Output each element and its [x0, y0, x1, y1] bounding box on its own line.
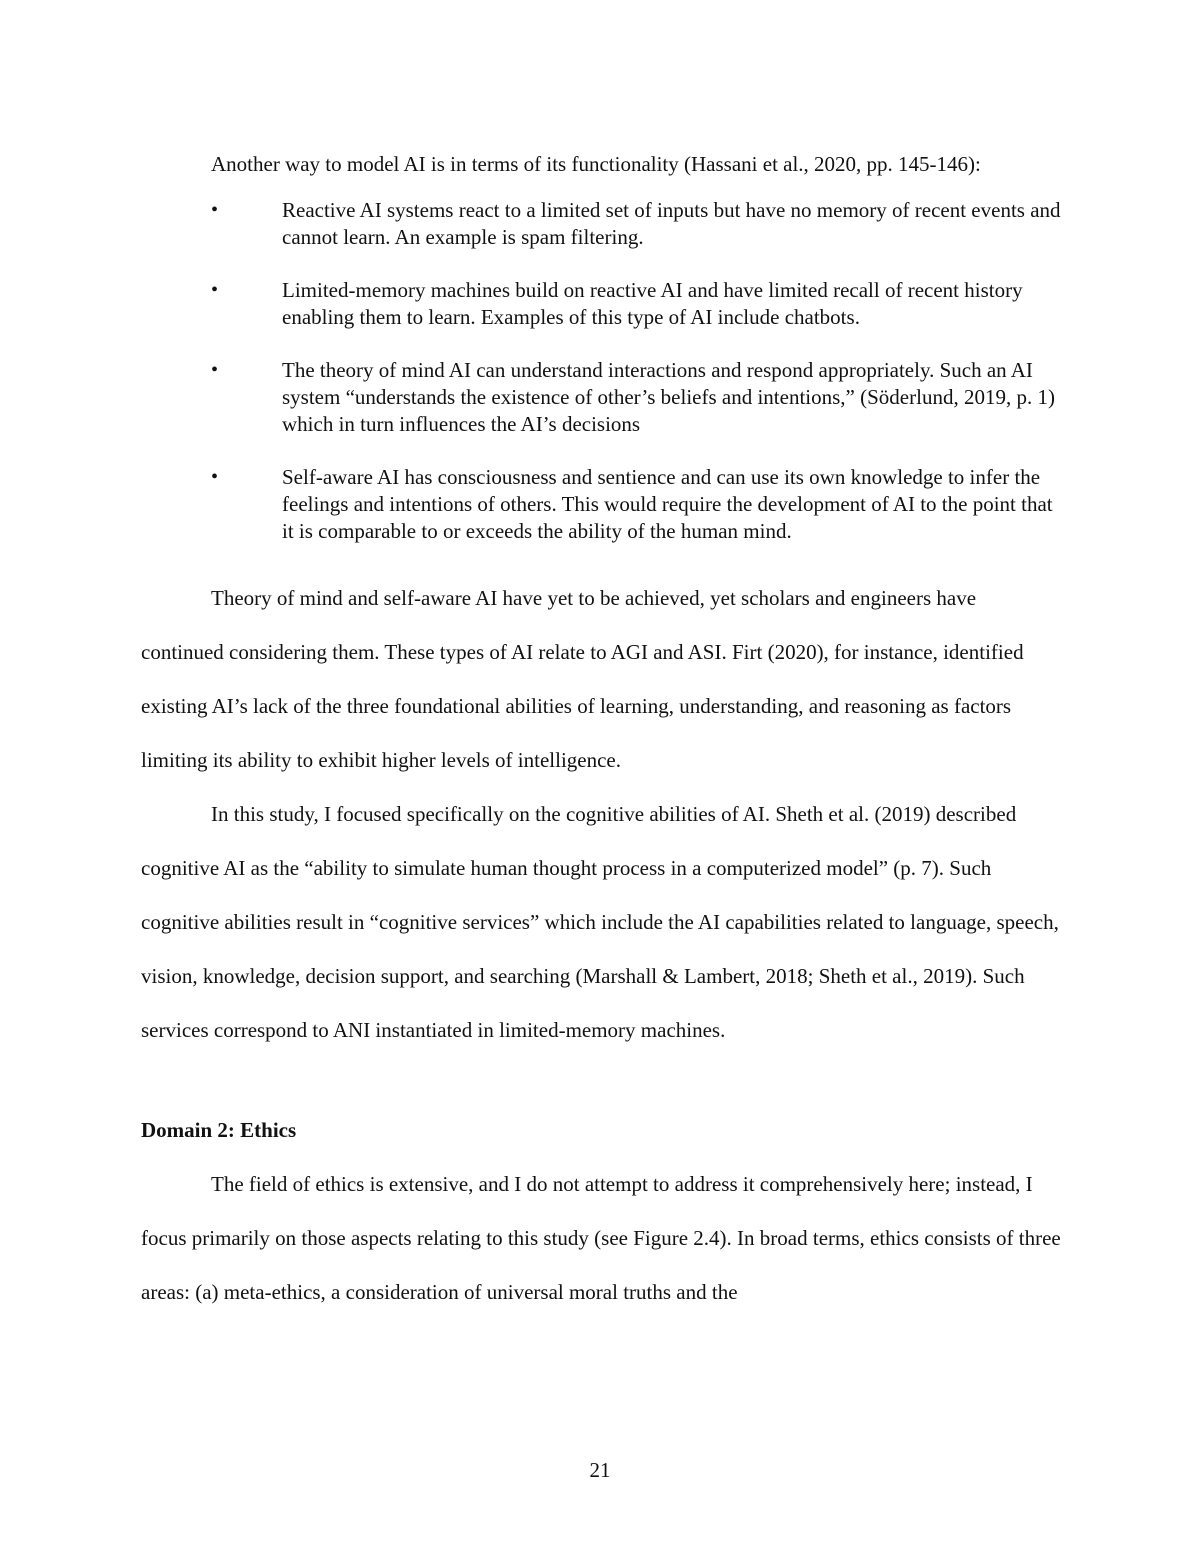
- list-item-theory-of-mind: [141, 357, 1061, 438]
- list-item-text: The theory of mind AI can understand interactions and respond appropriately. Such an AI system “understands the existence of other’s beliefs and intentions,” (Söderlund, 2019, p. 1) which in turn influences the AI’s decisions: [282, 358, 1055, 436]
- bullet-icon: •: [211, 359, 219, 381]
- intro-paragraph: Another way to model AI is in terms of its functionality (Hassani et al., 2020, pp. 145-146):: [211, 152, 981, 176]
- bullet-icon: •: [211, 466, 219, 488]
- bullet-icon: •: [211, 199, 219, 221]
- section-heading-ethics: Domain 2: Ethics: [141, 1118, 297, 1142]
- bullet-icon: •: [211, 279, 219, 301]
- ethics-paragraph: The field of ethics is extensive, and I do not attempt to address it comprehensively here; instead, I focus primarily on those aspects relating to this study (see Figure 2.4). In broad terms, ethics consists of three areas: (a) meta-ethics, a consideration of universal moral truths and the: [141, 1172, 1061, 1304]
- list-item-text: Reactive AI systems react to a limited set of inputs but have no memory of recent events and cannot learn. An example is spam filtering.: [282, 198, 1061, 249]
- list-item-self-aware: [141, 464, 1061, 545]
- list-item-limited-memory: [141, 277, 1061, 331]
- list-item-text: Self-aware AI has consciousness and sentience and can use its own knowledge to infer the feelings and intentions of others. This would require the development of AI to the point that it is comparable to or exceeds the ability of the human mind.: [282, 465, 1053, 543]
- agi-asi-paragraph: Theory of mind and self-aware AI have yet to be achieved, yet scholars and engineers have continued considering them. These types of AI relate to AGI and ASI. Firt (2020), for instance, identified existing AI’s lack of the three foundational abilities of learning, understanding, and reasoning as factors limiting its ability to exhibit higher levels of intelligence.: [141, 586, 1024, 772]
- document-body: [141, 137, 1061, 1319]
- cognitive-ai-paragraph: In this study, I focused specifically on the cognitive abilities of AI. Sheth et al. (2019) described cognitive AI as the “ability to simulate human thought process in a computerized model” (p. 7). Such cognitive abilities result in “cognitive services” which include the AI capabilities related to language, speech, vision, knowledge, decision support, and searching (Marshall & Lambert, 2018; Sheth et al., 2019). Such services correspond to ANI instantiated in limited-memory machines.: [141, 802, 1059, 1042]
- list-item-reactive-ai: [141, 197, 1061, 251]
- page-number: 21: [589, 1458, 611, 1482]
- functionality-list: [141, 197, 1061, 545]
- list-item-text: Limited-memory machines build on reactive AI and have limited recall of recent history enabling them to learn. Examples of this type of AI include chatbots.: [282, 278, 1023, 329]
